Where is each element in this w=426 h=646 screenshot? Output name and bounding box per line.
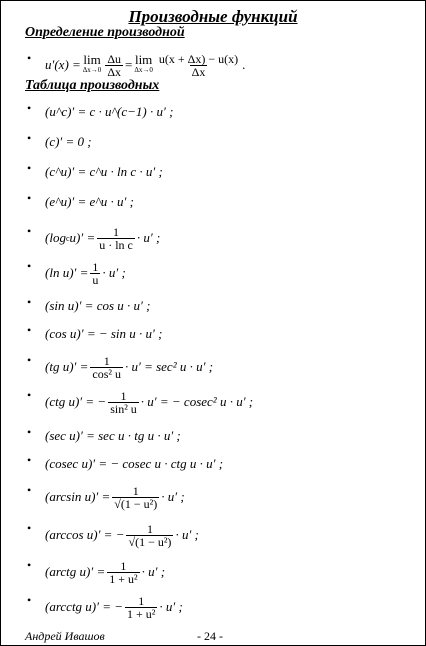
formula-ln-rhs: · u′ ; [102, 265, 126, 280]
frac2-den: Δx [191, 64, 206, 79]
formula-constant: (c)′ = 0 ; [45, 134, 92, 149]
frac-den: u · ln c [99, 237, 133, 252]
formula-ctg-lhs: (ctg u)′ = − [45, 394, 107, 409]
frac-den: u [92, 272, 99, 287]
formula-log-base: c [65, 233, 70, 243]
formula-exponential: (c^u)′ = c^u · ln c · u′ ; [45, 164, 163, 179]
page-number: - 24 - [197, 629, 223, 643]
bullet: • [27, 295, 32, 309]
bullet: • [27, 131, 32, 145]
lim-2: lim [134, 52, 153, 67]
formula-arcsin-rhs: · u′ ; [161, 489, 185, 504]
frac-num: 1 [120, 388, 127, 403]
formula-arcctg-rhs: · u′ ; [159, 599, 183, 614]
lim-1: lim [83, 52, 101, 67]
frac-num: 1 [132, 483, 139, 498]
frac-den: sin² u [110, 401, 137, 416]
formula-sec: (sec u)′ = sec u · tg u · u′ ; [45, 428, 181, 443]
bullet: • [27, 558, 32, 572]
frac-den: 1 + u² [127, 606, 156, 621]
definition-end: . [242, 57, 246, 72]
definition-heading: Определение производной [25, 25, 185, 40]
frac1-num: Δu [107, 51, 122, 66]
page-title: Производные функций [128, 7, 298, 26]
frac-num: 1 [113, 224, 120, 239]
frac-num: 1 [103, 353, 110, 368]
definition-eq: = [125, 57, 133, 72]
frac-den: 1 + u² [109, 571, 138, 586]
bullet: • [27, 521, 32, 535]
frac-den: √(1 − u²) [128, 534, 172, 549]
formula-tg-lhs: (tg u)′ = [45, 359, 89, 374]
bullet: • [27, 353, 32, 367]
bullet: • [27, 101, 32, 115]
bullet: • [27, 224, 32, 238]
formula-arccos-rhs: · u′ ; [175, 527, 199, 542]
formula-arcctg-lhs: (arcctg u)′ = − [45, 599, 124, 614]
bullet: • [27, 191, 32, 205]
formula-ln-lhs: (ln u)′ = [45, 265, 89, 280]
table-heading: Таблица производных [25, 78, 160, 93]
formula-log-mid: u)′ = [69, 230, 96, 245]
bullet: • [27, 161, 32, 175]
lim-sub-1: Δx→0 [82, 66, 102, 74]
frac-den: cos² u [92, 366, 121, 381]
bullet: • [27, 51, 32, 65]
bullet: • [27, 425, 32, 439]
formula-arctg-lhs: (arctg u)′ = [45, 564, 106, 579]
bullet: • [27, 323, 32, 337]
frac2-num: u(x + Δx) − u(x) [158, 51, 239, 66]
formula-power: (u^c)′ = c · u^(c−1) · u′ ; [45, 104, 174, 119]
formula-ctg-rhs: · u′ = − cosec² u · u′ ; [140, 394, 254, 409]
lim-sub-2: Δx→0 [134, 66, 153, 74]
frac1-den: Δx [107, 64, 122, 79]
formula-exp-e: (e^u)′ = e^u · u′ ; [45, 194, 134, 209]
frac-num: 1 [120, 558, 127, 573]
formula-log-rhs: · u′ ; [136, 230, 161, 245]
formula-cos: (cos u)′ = − sin u · u′ ; [45, 326, 163, 341]
formula-arctg-rhs: · u′ ; [141, 564, 166, 579]
bullet: • [27, 259, 32, 273]
footer-author: Андрей Ивашов [25, 629, 105, 643]
bullet: • [27, 593, 32, 607]
bullet: • [27, 453, 32, 467]
formula-arcsin-lhs: (arcsin u)′ = [45, 489, 111, 504]
frac-num: 1 [138, 593, 145, 608]
formula-log-lhs: (log [45, 230, 66, 245]
frac-den: √(1 − u²) [114, 496, 158, 511]
frac-num: 1 [92, 259, 99, 274]
bullet: • [27, 483, 32, 497]
formula-tg-rhs: · u′ = sec² u · u′ ; [124, 359, 214, 374]
formula-sin: (sin u)′ = cos u · u′ ; [45, 298, 151, 313]
formula-arccos-lhs: (arccos u)′ = − [45, 527, 125, 542]
bullet: • [27, 388, 32, 402]
frac-num: 1 [146, 521, 153, 536]
definition-lhs: u′(x) = [45, 57, 81, 72]
formula-cosec: (cosec u)′ = − cosec u · ctg u · u′ ; [45, 456, 224, 471]
